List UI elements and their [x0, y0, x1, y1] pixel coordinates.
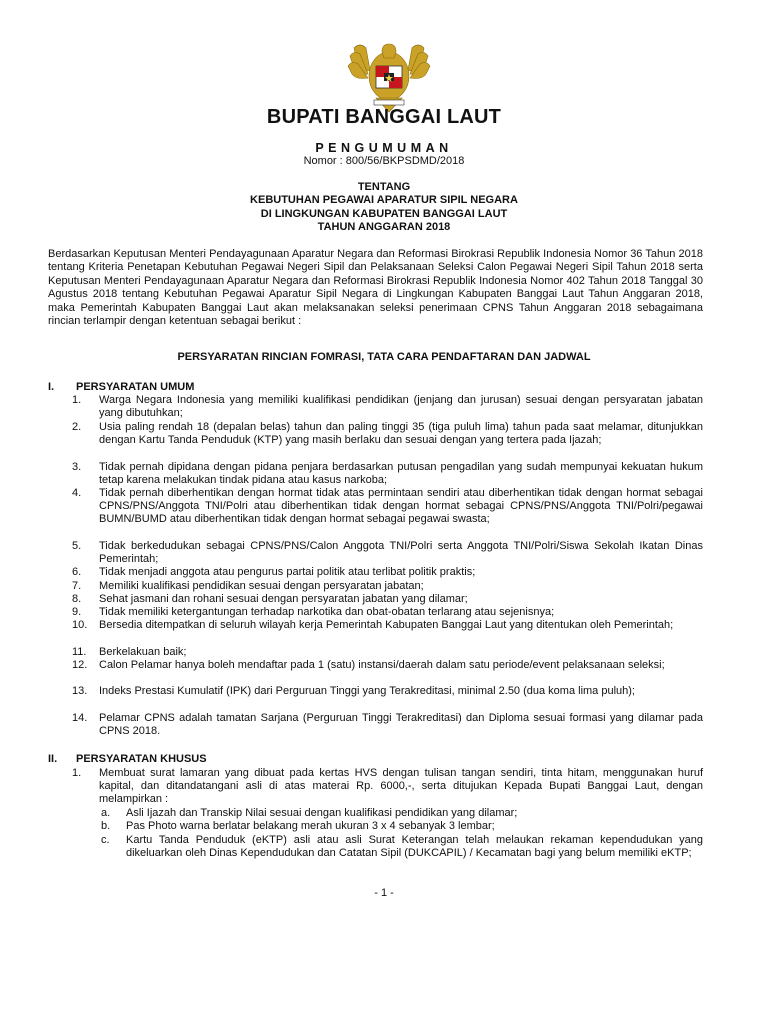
item-text: Tidak berkedudukan sebagai CPNS/PNS/Calon Anggota TNI/Polri serta Anggota TNI/Polri/Siswa Sekolah Ikatan Dinas Pemerintah;	[99, 540, 703, 566]
item-number: 3.	[72, 461, 82, 473]
list-item	[72, 580, 703, 593]
subject-block	[0, 181, 768, 234]
item-text: Tidak pernah dipidana dengan pidana penjara berdasarkan putusan pengadilan yang sudah mempunyai kekuatan hukum tetap karena melakukan tindak pidana atau kasus narkoba;	[99, 461, 703, 487]
intro-paragraph: Berdasarkan Keputusan Menteri Pendayagunaan Aparatur Negara dan Reformasi Birokrasi Republik Indonesia Nomor 36 Tahun 2018 tentang Kriteria Penetapan Kebutuhan Pegawai Negeri Sipil dan Pelaksanaan Seleksi Calon Pegawai Negeri Sipil Tahun 2018 serta Keputusan Menteri Pendayagunaan Aparatur Negara dan Reformasi Birokrasi Republik Indonesia Nomor 402 Tahun 2018 Tanggal 30 Agustus 2018 tentang Kebutuhan Pegawai Aparatur Sipil Negara di Lingkungan Kabupaten Banggai Laut Tahun Anggaran 2018, maka Pemerintah Kabupaten Banggai Laut akan melaksanakan seleksi penerimaan CPNS Tahun Anggaran 2018 sebagaimana rincian terlampir dengan ketentuan sebagai berikut :	[48, 248, 703, 328]
list-item	[72, 659, 703, 672]
sub-list-item	[101, 834, 703, 860]
list-item	[72, 619, 703, 632]
document-number: Nomor : 800/56/BKPSDMD/2018	[303, 155, 465, 167]
item-text: Tidak memiliki ketergantungan terhadap narkotika dan obat-obatan terlarang atau sejenisnya;	[99, 606, 555, 618]
item-number: 9.	[72, 606, 82, 618]
section-number: II.	[48, 753, 58, 765]
item-letter: b.	[101, 820, 111, 832]
item-text: Tidak menjadi anggota atau pengurus partai politik atau terlibat politik praktis;	[99, 566, 476, 578]
item-number: 14.	[72, 712, 88, 724]
item-text: Pas Photo warna berlatar belakang merah ukuran 3 x 4 sebanyak 3 lembar;	[126, 820, 495, 832]
item-text: Kartu Tanda Penduduk (eKTP) asli atau asli Surat Keterangan telah melaukan rekaman kependudukan yang dikeluarkan oleh Dinas Kependudukan dan Catatan Sipil (DUKCAPIL) / Kecamatan bagi yang belum memiliki eKTP;	[126, 834, 703, 860]
item-number: 8.	[72, 593, 82, 605]
sub-list-item	[101, 807, 703, 820]
item-text: Sehat jasmani dan rohani sesuai dengan persyaratan jabatan yang dilamar;	[99, 593, 468, 605]
item-number: 12.	[72, 659, 88, 671]
subject-about: TENTANG	[357, 181, 411, 193]
item-number: 5.	[72, 540, 82, 552]
item-letter: c.	[101, 834, 110, 846]
item-number: 1.	[72, 394, 82, 406]
item-text: Asli Ijazah dan Transkip Nilai sesuai dengan kualifikasi pendidikan yang dilamar;	[126, 807, 518, 819]
item-number: 10.	[72, 619, 88, 631]
item-number: 4.	[72, 487, 82, 499]
list-item	[72, 646, 703, 659]
section-subheading: PERSYARATAN RINCIAN FOMRASI, TATA CARA PENDAFTARAN DAN JADWAL	[177, 351, 591, 363]
section-title: PERSYARATAN KHUSUS	[76, 753, 207, 765]
item-number: 11.	[72, 646, 87, 658]
item-number: 7.	[72, 580, 82, 592]
item-text: Calon Pelamar hanya boleh mendaftar pada 1 (satu) instansi/daerah dalam satu periode/event pelaksanaan seleksi;	[99, 659, 665, 671]
list-item	[72, 566, 703, 579]
item-text: Membuat surat lamaran yang dibuat pada kertas HVS dengan tulisan tangan sendiri, tinta hitam, menggunakan huruf kapital, dan ditandatangani asli di atas materai Rp. 6000,-, serta ditujukan Kepada Bupati Banggai Laut, dengan melampirkan :	[99, 767, 703, 806]
item-text: Warga Negara Indonesia yang memiliki kualifikasi pendidikan (jenjang dan jurusan) sesuai dengan persyaratan jabatan yang dibutuhkan;	[99, 394, 703, 420]
garuda-emblem-icon	[346, 40, 432, 114]
list-item	[72, 461, 703, 487]
announcement-heading: PENGUMUMAN	[315, 141, 453, 155]
list-item	[72, 540, 703, 566]
sub-list-item	[101, 820, 703, 833]
subject-line: TAHUN ANGGARAN 2018	[317, 220, 451, 233]
item-text: Tidak pernah diberhentikan dengan hormat tidak atas permintaan sendiri atau diberhentikan tidak dengan hormat sebagai CPNS/PNS/Anggota TNI/Polri atau diberhentikan tidak dengan hormat sebagai CPNS/PNS/Anggota TNI/Polri/pegawai BUMN/BUMD atau diberhentikan tidak dengan hormat sebagai pegawai swasta;	[99, 487, 703, 526]
item-number: 2.	[72, 421, 82, 433]
item-number: 6.	[72, 566, 82, 578]
subject-line: DI LINGKUNGAN KABUPATEN BANGGAI LAUT	[260, 207, 508, 220]
item-text: Berkelakuan baik;	[99, 646, 187, 658]
list-item	[72, 767, 703, 807]
item-text: Indeks Prestasi Kumulatif (IPK) dari Perguruan Tinggi yang Terakreditasi, minimal 2.50 (dua koma lima puluh);	[99, 685, 635, 697]
section-number: I.	[48, 381, 55, 393]
list-item	[72, 394, 703, 420]
item-text: Memiliki kualifikasi pendidikan sesuai dengan persyaratan jabatan;	[99, 580, 424, 592]
page-number: - 1 -	[374, 887, 394, 899]
list-item	[72, 487, 703, 527]
list-item	[72, 712, 703, 738]
list-item	[72, 421, 703, 447]
document-title: BUPATI BANGGAI LAUT	[266, 106, 502, 128]
item-text: Pelamar CPNS adalah tamatan Sarjana (Perguruan Tinggi Terakreditasi) dan Diploma sesuai formasi yang dilamar pada CPNS 2018.	[99, 712, 703, 738]
item-number: 1.	[72, 767, 82, 779]
section-title: PERSYARATAN UMUM	[76, 381, 195, 393]
item-letter: a.	[101, 807, 111, 819]
subject-line: KEBUTUHAN PEGAWAI APARATUR SIPIL NEGARA	[250, 194, 518, 207]
list-item	[72, 685, 703, 698]
item-number: 13.	[72, 685, 88, 697]
list-item	[72, 593, 703, 606]
item-text: Usia paling rendah 18 (depalan belas) tahun dan paling tinggi 35 (tiga puluh lima) tahun pada saat melamar, ditunjukkan dengan Kartu Tanda Penduduk (KTP) yang masih berlaku dan sesuai dengan yang tertera pada Ijazah;	[99, 421, 703, 447]
list-item	[72, 606, 703, 619]
item-text: Bersedia ditempatkan di seluruh wilayah kerja Pemerintah Kabupaten Banggai Laut yang ditentukan oleh Pemerintah;	[99, 619, 674, 631]
